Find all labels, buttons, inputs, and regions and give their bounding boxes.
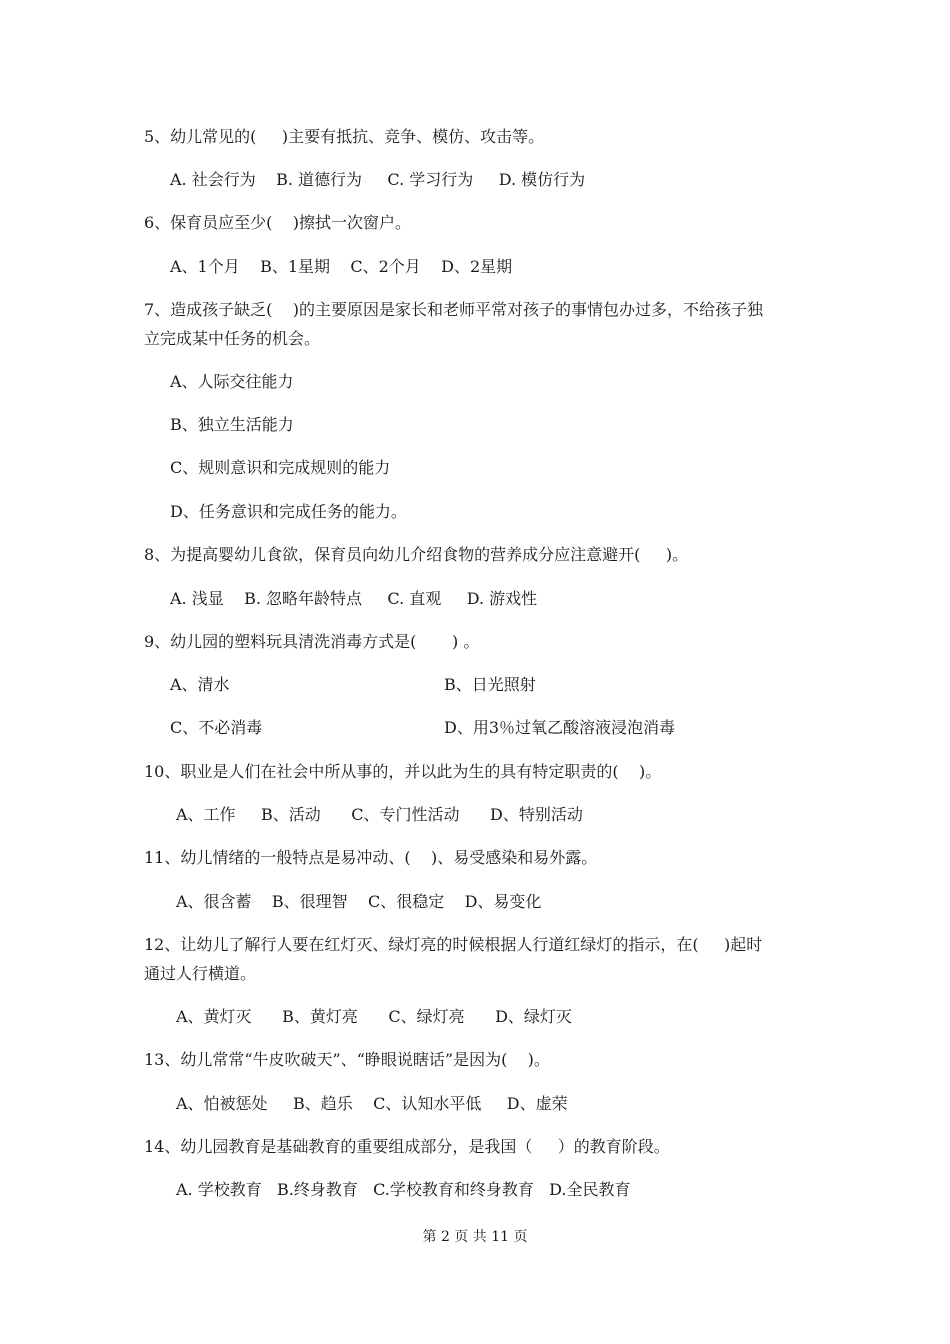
question-6-options: A、1个月 B、1星期 C、2个月 D、2星期 [170,257,513,276]
question-7-line2: 立完成某中任务的机会。 [144,329,321,348]
question-11: 11、幼儿情绪的一般特点是易冲动、( )、易受感染和易外露。 [144,848,598,867]
question-10-options: A、工作 B、活动 C、专门性活动 D、特别活动 [176,805,583,824]
question-5-options: A. 社会行为 B. 道德行为 C. 学习行为 D. 模仿行为 [170,170,586,189]
question-10: 10、职业是人们在社会中所从事的，并以此为生的具有特定职责的( )。 [144,762,662,781]
question-7-line1: 7、造成孩子缺乏( )的主要原因是家长和老师平常对孩子的事情包办过多，不给孩子独 [144,300,764,319]
question-6: 6、保育员应至少( )擦拭一次窗户。 [144,213,412,232]
question-8-options: A. 浅显 B. 忽略年龄特点 C. 直观 D. 游戏性 [170,589,538,608]
question-12-line2: 通过人行横道。 [144,964,257,983]
question-7-option-d: D、任务意识和完成任务的能力。 [170,502,407,521]
question-9: 9、幼儿园的塑料玩具清洗消毒方式是( ) 。 [144,632,480,651]
question-7-option-c: C、规则意识和完成规则的能力 [170,458,391,477]
question-7-option-a: A、人际交往能力 [170,372,294,391]
question-9-option-b: B、日光照射 [444,675,536,694]
question-7-option-b: B、独立生活能力 [170,415,294,434]
question-9-option-a: A、清水 [170,675,230,694]
question-9-option-c: C、不必消毒 [170,718,263,737]
page-footer: 第 2 页 共 11 页 [422,1229,528,1245]
question-11-options: A、很含蓄 B、很理智 C、很稳定 D、易变化 [176,892,542,911]
question-8: 8、为提高婴幼儿食欲，保育员向幼儿介绍食物的营养成分应注意避开( )。 [144,545,689,564]
question-14: 14、幼儿园教育是基础教育的重要组成部分，是我国（ ）的教育阶段。 [144,1137,670,1156]
question-14-options: A. 学校教育 B.终身教育 C.学校教育和终身教育 D.全民教育 [176,1180,631,1199]
question-12-line1: 12、让幼儿了解行人要在红灯灭、绿灯亮的时候根据人行道红绿灯的指示，在( )起时 [144,935,763,954]
question-9-option-d: D、用3％过氧乙酸溶液浸泡消毒 [444,718,676,737]
question-12-options: A、黄灯灭 B、黄灯亮 C、绿灯亮 D、绿灯灭 [176,1007,572,1026]
question-5: 5、幼儿常见的( )主要有抵抗、竞争、模仿、攻击等。 [144,127,545,146]
question-13: 13、幼儿常常“牛皮吹破天”、“睁眼说瞎话”是因为( )。 [144,1050,550,1069]
question-13-options: A、怕被惩处 B、趋乐 C、认知水平低 D、虚荣 [176,1094,568,1113]
